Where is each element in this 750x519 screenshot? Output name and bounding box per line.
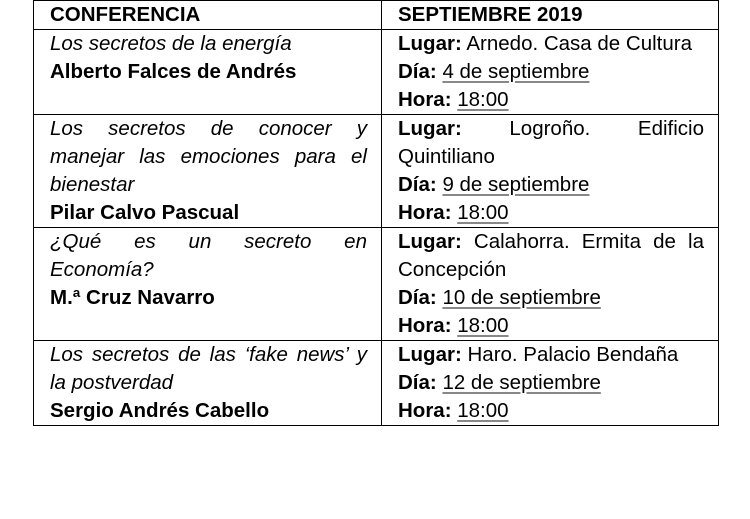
details-cell <box>382 228 719 341</box>
time-value: 18:00 <box>457 314 509 337</box>
lugar-label: Lugar: <box>398 343 462 366</box>
time-value: 18:00 <box>457 88 509 111</box>
conference-cell <box>34 30 382 115</box>
lugar-label: Lugar: <box>398 117 462 140</box>
table-row <box>34 228 719 341</box>
conference-cell <box>34 228 382 341</box>
date-value: 9 de septiembre <box>442 173 590 196</box>
time-line <box>398 86 704 114</box>
hora-label: Hora: <box>398 201 452 224</box>
venue-value: Arnedo. Casa de Cultura <box>466 32 692 55</box>
details-cell <box>382 341 719 426</box>
date-value: 4 de septiembre <box>442 60 590 83</box>
hora-label: Hora: <box>398 399 452 422</box>
conference-title: Los secretos de las ‘fake news’ y la postverdad <box>50 343 367 394</box>
venue-value: Calahorra. Ermita de la Concepción <box>398 230 704 281</box>
header-conferencia: CONFERENCIA <box>34 1 382 30</box>
conference-cell <box>34 341 382 426</box>
hora-label: Hora: <box>398 88 452 111</box>
details-cell <box>382 115 719 228</box>
table-row <box>34 30 719 115</box>
dia-label: Día: <box>398 60 437 83</box>
header-row <box>34 1 719 30</box>
venue-value: Haro. Palacio Bendaña <box>467 343 679 366</box>
table-row <box>34 341 719 426</box>
conference-schedule-table <box>33 0 719 426</box>
dia-label: Día: <box>398 173 437 196</box>
conference-title: Los secretos de conocer y manejar las emociones para el bienestar <box>50 117 367 196</box>
lugar-label: Lugar: <box>398 32 462 55</box>
details-cell <box>382 30 719 115</box>
venue-value: Logroño. Edificio Quintiliano <box>398 117 704 168</box>
time-value: 18:00 <box>457 201 509 224</box>
table-row <box>34 115 719 228</box>
speaker-name: Pilar Calvo Pascual <box>50 201 240 224</box>
date-line <box>398 369 704 397</box>
conference-cell <box>34 115 382 228</box>
conference-title: ¿Qué es un secreto en Economía? <box>50 230 367 281</box>
lugar-label: Lugar: <box>398 230 462 253</box>
venue-line <box>398 228 704 284</box>
conference-title: Los secretos de la energía <box>50 32 292 55</box>
venue-line <box>398 341 704 369</box>
date-line <box>398 171 704 199</box>
time-value: 18:00 <box>457 399 509 422</box>
venue-line <box>398 115 704 171</box>
speaker-name: Alberto Falces de Andrés <box>50 60 297 83</box>
time-line <box>398 199 704 227</box>
date-line <box>398 58 704 86</box>
dia-label: Día: <box>398 286 437 309</box>
header-septiembre: SEPTIEMBRE 2019 <box>382 1 719 30</box>
date-line <box>398 284 704 312</box>
date-value: 12 de septiembre <box>442 371 601 394</box>
time-line <box>398 397 704 425</box>
speaker-name: Sergio Andrés Cabello <box>50 399 270 422</box>
hora-label: Hora: <box>398 314 452 337</box>
time-line <box>398 312 704 340</box>
venue-line <box>398 30 704 58</box>
dia-label: Día: <box>398 371 437 394</box>
date-value: 10 de septiembre <box>442 286 601 309</box>
speaker-name: M.ª Cruz Navarro <box>50 286 215 309</box>
